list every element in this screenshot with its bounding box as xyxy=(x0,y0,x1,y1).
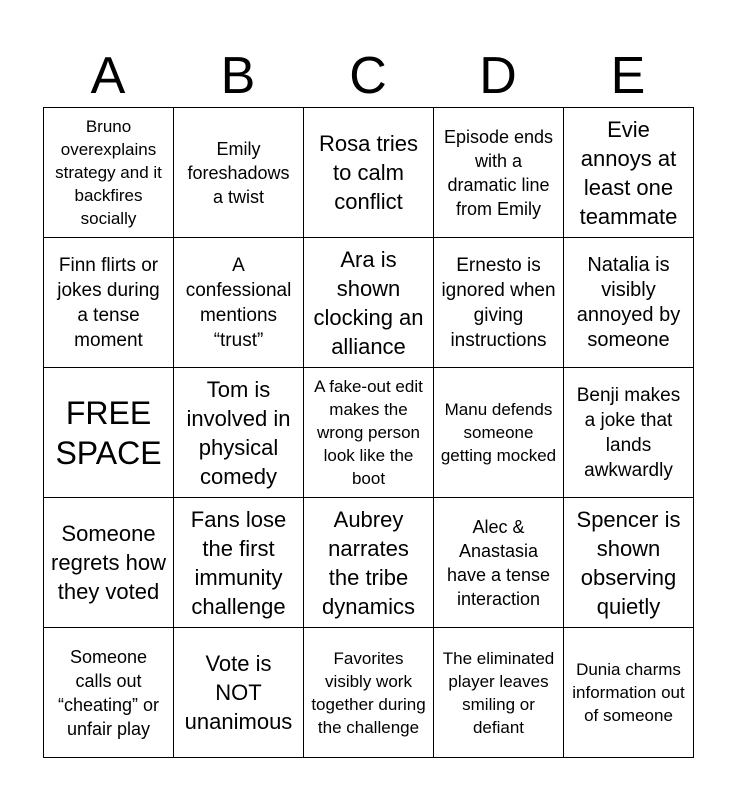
bingo-cell-text: Benji makes a joke that lands awkwardly xyxy=(576,384,681,481)
bingo-cell-text: A fake-out edit makes the wrong person look like the boot xyxy=(314,377,423,488)
bingo-cell-r2-c1[interactable] xyxy=(174,368,304,498)
bingo-cell-r1-c1[interactable] xyxy=(174,238,304,368)
bingo-cell-text: Ara is shown clocking an alliance xyxy=(313,246,424,359)
bingo-cell-r2-c4[interactable] xyxy=(564,368,694,498)
bingo-cell-text: Fans lose the first immunity challenge xyxy=(190,506,287,619)
bingo-cell-text: FREE SPACE xyxy=(55,394,162,471)
bingo-cell-text: Finn flirts or jokes during a tense moment xyxy=(57,254,160,351)
header-letter-d: D xyxy=(479,47,517,105)
bingo-cell-free-space[interactable] xyxy=(44,368,174,498)
header-letter-a: A xyxy=(90,47,126,105)
bingo-cell-r3-c2[interactable] xyxy=(304,498,434,628)
bingo-cell-r4-c2[interactable] xyxy=(304,628,434,758)
bingo-header xyxy=(43,44,693,108)
bingo-cell-text: Favorites visibly work together during the challenge xyxy=(311,648,426,737)
bingo-cell-r1-c0[interactable] xyxy=(44,238,174,368)
bingo-cell-r1-c3[interactable] xyxy=(434,238,564,368)
bingo-cell-text: Ernesto is ignored when giving instructions xyxy=(441,254,556,351)
bingo-cell-r0-c3[interactable] xyxy=(434,108,564,238)
bingo-cell-text: Emily foreshadows a twist xyxy=(187,138,290,207)
bingo-cell-r4-c1[interactable] xyxy=(174,628,304,758)
bingo-cell-text: Rosa tries to calm conflict xyxy=(318,131,419,214)
bingo-cell-r0-c2[interactable] xyxy=(304,108,434,238)
bingo-cell-r4-c3[interactable] xyxy=(434,628,564,758)
bingo-cell-text: The eliminated player leaves smiling or defiant xyxy=(442,648,555,737)
bingo-cell-r0-c1[interactable] xyxy=(174,108,304,238)
bingo-cell-r1-c2[interactable] xyxy=(304,238,434,368)
bingo-cell-text: Someone calls out “cheating” or unfair play xyxy=(57,646,160,739)
bingo-cell-text: Spencer is shown observing quietly xyxy=(576,506,681,619)
header-letter-c: C xyxy=(349,47,387,105)
bingo-cell-r3-c4[interactable] xyxy=(564,498,694,628)
bingo-cell-r2-c3[interactable] xyxy=(434,368,564,498)
bingo-cell-text: Natalia is visibly annoyed by someone xyxy=(576,253,681,351)
bingo-cell-r3-c0[interactable] xyxy=(44,498,174,628)
bingo-cell-r0-c4[interactable] xyxy=(564,108,694,238)
bingo-cell-r2-c2[interactable] xyxy=(304,368,434,498)
bingo-cell-r1-c4[interactable] xyxy=(564,238,694,368)
bingo-cell-text: Dunia charms information out of someone xyxy=(572,660,685,725)
bingo-cell-r4-c0[interactable] xyxy=(44,628,174,758)
bingo-cell-r4-c4[interactable] xyxy=(564,628,694,758)
bingo-cell-r0-c0[interactable] xyxy=(44,108,174,238)
bingo-cell-text: Bruno overexplains strategy and it backfires socially xyxy=(55,117,162,228)
bingo-cell-r3-c3[interactable] xyxy=(434,498,564,628)
bingo-cell-text: Evie annoys at least one teammate xyxy=(579,116,678,229)
bingo-cell-r3-c1[interactable] xyxy=(174,498,304,628)
bingo-cell-text: Vote is NOT unanimous xyxy=(184,651,293,734)
bingo-cell-text: A confessional mentions “trust” xyxy=(185,254,292,351)
bingo-cell-text: Someone regrets how they voted xyxy=(51,521,166,604)
bingo-cell-text: Tom is involved in physical comedy xyxy=(186,376,291,489)
bingo-cell-text: Alec & Anastasia have a tense interaction xyxy=(446,516,551,609)
bingo-cell-text: Episode ends with a dramatic line from Emily xyxy=(443,126,554,219)
bingo-board xyxy=(43,107,694,758)
header-letter-b: B xyxy=(220,47,256,105)
header-letter-e: E xyxy=(610,47,646,105)
bingo-cell-text: Manu defends someone getting mocked xyxy=(440,400,557,465)
bingo-cell-text: Aubrey narrates the tribe dynamics xyxy=(322,506,415,619)
